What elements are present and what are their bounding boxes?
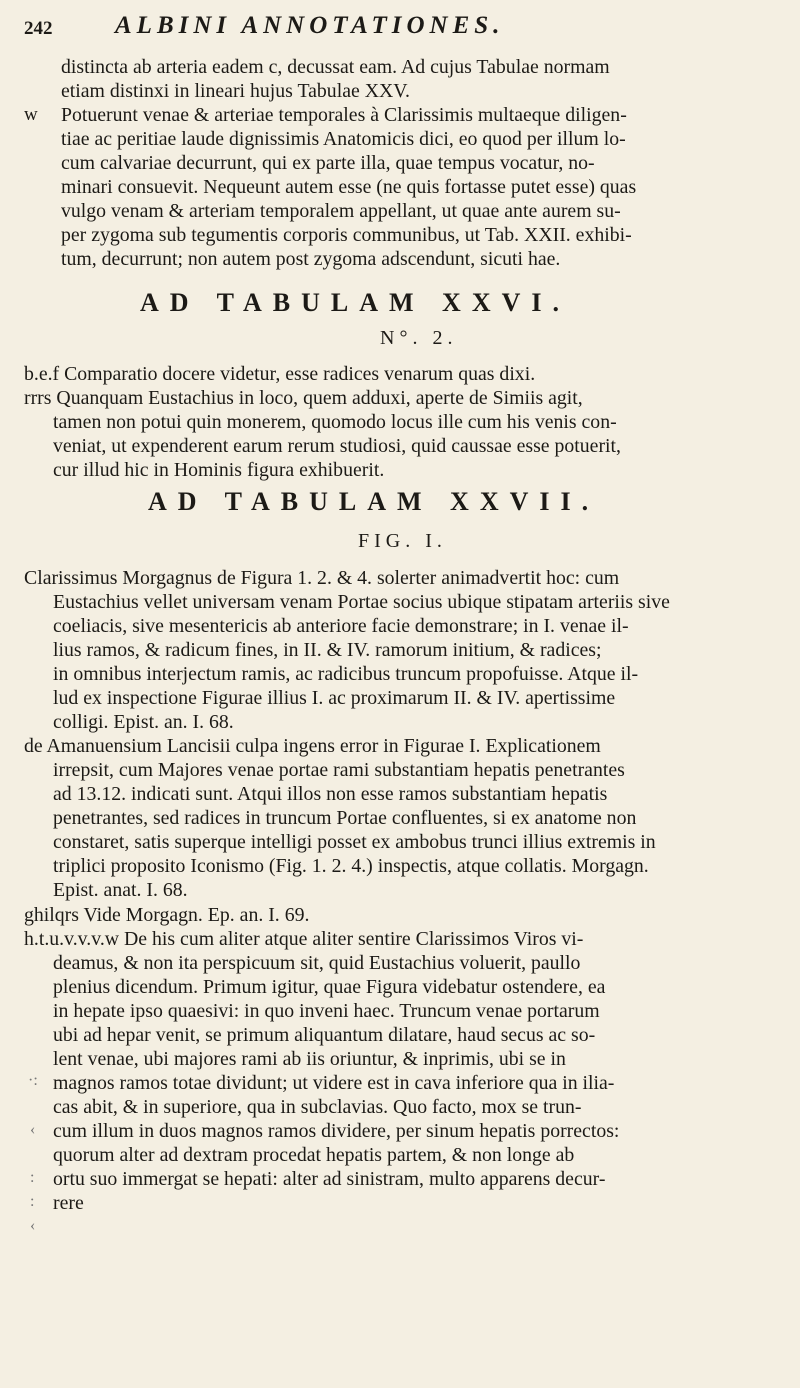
text-line: rrrs Quanquam Eustachius in loco, quem adduxi, aperte de Simiis agit, [24, 387, 583, 409]
note-ghilqrs [24, 903, 784, 927]
text-line: cas abit, & in superiore, qua in subclavias. Quo facto, mox se trun- [53, 1096, 582, 1118]
text-line: plenius dicendum. Primum igitur, quae Figura videbatur ostendere, ea [53, 976, 606, 998]
text-line: coeliacis, sive mesentericis ab anteriore facie demonstrare; in I. venae il- [53, 615, 629, 637]
text-line: rere [53, 1192, 84, 1214]
text-line: colligi. Epist. an. I. 68. [53, 711, 234, 733]
text-line: Potuerunt venae & arteriae temporales à Clarissimis multaeque diligen- [61, 104, 627, 126]
text-line: penetrantes, sed radices in truncum Portae confluentes, si ex anatome non [53, 807, 637, 829]
text-line: lent venae, ubi majores rami ab iis oriuntur, & inprimis, ubi se in [53, 1048, 566, 1070]
text-line: ghilqrs Vide Morgagn. Ep. an. I. 69. [24, 904, 310, 926]
text-line: vulgo venam & arteriam temporalem appellant, ut quae ante aurem su- [61, 200, 621, 222]
text-line: deamus, & non ita perspicuum sit, quid Eustachius voluerit, paullo [53, 952, 581, 974]
section-heading-xxvii: AD TABULAM XXVII. [148, 487, 600, 516]
section-heading-xxvi: AD TABULAM XXVI. [140, 288, 570, 317]
text-line: constaret, satis superque intelligi posset ex ambobus trunci illius extremis in [53, 831, 656, 853]
text-line: h.t.u.v.v.v.w De his cum aliter atque aliter sentire Clarissimos Viros vi- [24, 928, 584, 950]
note-key: w [24, 104, 38, 125]
text-line: de Amanuensium Lancisii culpa ingens error in Figurae I. Explicationem [24, 735, 601, 757]
text-line: ubi ad hepar venit, se primum aliquantum dilatare, haud secus ac so- [53, 1024, 596, 1046]
text-line: lius ramos, & radicum fines, in II. & IV. ramorum initium, & radices; [53, 639, 602, 661]
text-line: cur illud hic in Hominis figura exhibuerit. [53, 459, 385, 481]
gutter-mark: ·: [28, 1072, 38, 1089]
text-line: Epist. anat. I. 68. [53, 879, 188, 901]
text-line: in hepate ipso quaesivi: in quo inveni haec. Truncum venae portarum [53, 1000, 600, 1022]
section-subheading-no2: N°. 2. [380, 327, 458, 349]
text-line: tamen non potui quin monerem, quomodo locus ille cum his venis con- [53, 411, 617, 433]
text-line: minari consuevit. Nequeunt autem esse (ne quis fortasse putet esse) quas [61, 176, 637, 198]
running-header [0, 8, 800, 48]
text-line: ad 13.12. indicati sunt. Atqui illos non esse ramos substantiam hepatis [53, 783, 608, 805]
text-line: irrepsit, cum Majores venae portae rami substantiam hepatis penetrantes [53, 759, 625, 781]
note-clarissimus [24, 566, 784, 734]
text-line: cum illum in duos magnos ramos dividere, per sinum hepatis porrectos: [53, 1120, 620, 1142]
text-line: in omnibus interjectum ramis, ac radicibus truncum propofuisse. Atque il- [53, 663, 639, 685]
note-htuvvvw [24, 927, 784, 1215]
note-comparatio [24, 362, 784, 482]
text-line: b.e.f Comparatio docere videtur, esse radices venarum quas dixi. [24, 363, 536, 385]
paragraph-w [24, 103, 781, 271]
page-number: 242 [24, 18, 53, 39]
gutter-mark: : [30, 1169, 35, 1186]
paragraph-distincta [61, 55, 781, 103]
text-line: lud ex inspectione Figurae illius I. ac proximarum II. & IV. apertissime [53, 687, 616, 709]
text-line: distincta ab arteria eadem c, decussat eam. Ad cujus Tabulae normam [61, 56, 610, 78]
gutter-mark: ‹ [30, 1121, 36, 1138]
text-line: quorum alter ad dextram procedat hepatis partem, & non longe ab [53, 1144, 575, 1166]
gutter-mark: : [30, 1193, 35, 1210]
note-de-amanuensium [24, 734, 784, 902]
text-line: per zygoma sub tegumentis corporis communibus, ut Tab. XXII. exhibi- [61, 224, 632, 246]
text-line: tiae ac peritiae laude dignissimis Anatomicis dici, eo quod per illum lo- [61, 128, 626, 150]
text-line: etiam distinxi in lineari hujus Tabulae XXV. [61, 80, 410, 102]
text-line: tum, decurrunt; non autem post zygoma adscendunt, sicuti hae. [61, 248, 561, 270]
text-line: Eustachius vellet universam venam Portae socius ubique stipatam arteriis sive [53, 591, 670, 613]
text-line: triplici proposito Iconismo (Fig. 1. 2. 4.) inspectis, atque collatis. Morgagn. [53, 855, 649, 877]
text-line: Clarissimus Morgagnus de Figura 1. 2. & 4. solerter animadvertit hoc: cum [24, 567, 620, 589]
section-subheading-fig1: FIG. I. [358, 530, 447, 552]
text-line: cum calvariae decurrunt, qui ex parte illa, quae tempus vocatur, no- [61, 152, 595, 174]
text-line: ortu suo immergat se hepati: alter ad sinistram, multo apparens decur- [53, 1168, 606, 1190]
text-line: veniat, ut expenderent earum rerum studiosi, quid caussae esse potuerit, [53, 435, 621, 457]
running-title: ALBINI ANNOTATIONES. [115, 12, 505, 39]
text-line: magnos ramos totae dividunt; ut videre est in cava inferiore qua in ilia- [53, 1072, 615, 1094]
gutter-mark: ‹ [30, 1217, 36, 1234]
